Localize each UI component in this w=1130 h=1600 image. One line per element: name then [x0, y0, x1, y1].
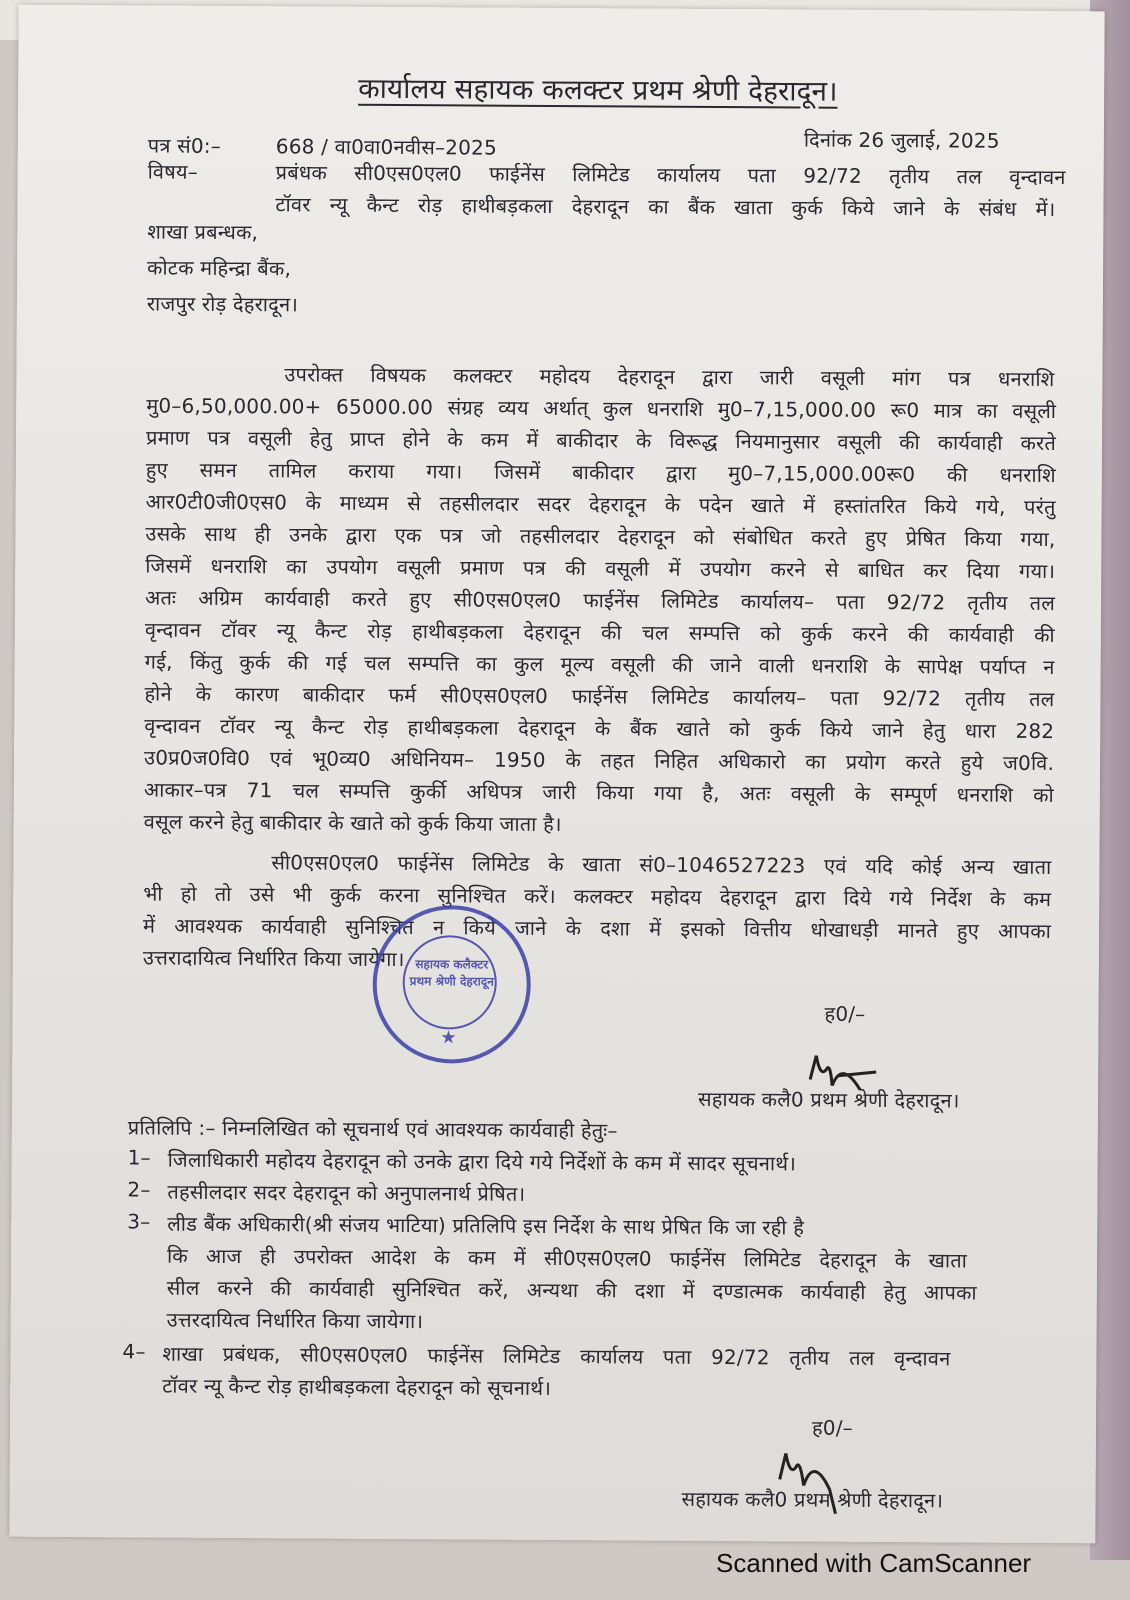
body-line: प्रमाण पत्र वसूली हेतु प्राप्त होने के कम में बाकीदार के विरूद्ध नियमानुसार वसूली की कार्यवाही करते — [145, 425, 1057, 456]
body-line: वृन्दावन टॉवर न्यू कैन्ट रोड़ हाथीबड़कला देहरादून के बैंक खाते को कुर्क किये जाने हेतु धारा 282 — [144, 713, 1055, 744]
cc-line: टॉवर न्यू कैन्ट रोड़ हाथीबड़कला देहरादून को सूचनार्थ। — [162, 1373, 552, 1400]
cc-line: जिलाधिकारी महोदय देहरादून को उनके द्वारा दिये गये निर्देशों के कम में सादर सूचनार्थ। — [167, 1147, 797, 1176]
body-line: उपरोक्त विषयक कलक्टर महोदय देहरादून द्वारा जारी वसूली मांग पत्र धनराशि — [284, 362, 1055, 392]
body-line: आर0टी0जी0एस0 के माध्यम से तहसीलदार सदर देहरादून के पदेन खाते में हस्तांतरित किये गये, परंतु — [145, 489, 1056, 520]
cc-number: 1– — [127, 1145, 151, 1170]
signature-short: ह0/– — [824, 1001, 866, 1026]
body2-line: भी हो तो उसे भी कुर्क करना सुनिश्चित करें। कलक्टर महोदय देहरादून द्वारा दिये गये निर्देश के कम — [143, 881, 1052, 912]
body-line: मु0–6,50,000.00+ 65000.00 संग्रह व्यय अर्थात् कुल धनराशि मु0–7,15,000.00 रू0 मात्र का वसूली — [146, 393, 1057, 424]
subject-line: टॉवर न्यू कैन्ट रोड़ हाथीबड़कला देहरादून का बैंक खाता कुर्क किये जाने के संबंध में। — [275, 192, 1056, 222]
body-line: अतः अग्रिम कार्यवाही करते हुए सी0एस0एल0 फाईनेंस लिमिटेड कार्यालय– पता 92/72 तृतीय तल — [144, 585, 1056, 616]
body2-line: सी0एस0एल0 फाईनेंस लिमिटेड के खाता सं0–1046527223 एवं यदि कोई अन्य खाता — [271, 850, 1052, 880]
official-stamp — [372, 905, 531, 1064]
cc-line: सील करने की कार्यवाही सुनिश्चित करें, अन्यथा की दशा में दण्डात्मक कार्यवाही हेतु आपका — [166, 1275, 977, 1305]
cc-number: 4– — [122, 1339, 146, 1364]
body-line: हुए समन तामिल कराया गया। जिसमें बाकीदार द्वारा मु0–7,15,000.00रू0 की धनराशि — [145, 457, 1056, 488]
addressee-line: शाखा प्रबन्धक, — [147, 219, 259, 245]
cc-number: 3– — [127, 1209, 151, 1234]
cc-line: तहसीलदार सदर देहरादून को अनुपालनार्थ प्रेषित। — [167, 1179, 526, 1206]
subject-line: प्रबंधक सी0एस0एल0 फाईनेंस लिमिटेड कार्यालय पता 92/72 तृतीय तल वृन्दावन — [275, 160, 1066, 190]
signatory-title: सहायक कलै0 प्रथम श्रेणी देहरादून। — [697, 1086, 960, 1113]
cc-line: कि आज ही उपरोक्त आदेश के कम में सी0एस0एल0 फाईनेंस लिमिटेड देहरादून के खाता — [166, 1243, 968, 1273]
document-page — [9, 5, 1104, 1544]
scanner-watermark: Scanned with CamScanner — [716, 1548, 1032, 1578]
cc-intro: प्रतिलिपि :– निम्नलिखित को सूचनार्थ एवं आवश्यक कार्यवाही हेतुः– — [127, 1115, 618, 1143]
addressee-line: राजपुर रोड़ देहरादून। — [146, 291, 299, 317]
body-line: आकार–पत्र 71 चल सम्पत्ति कुर्की अधिपत्र जारी किया गया है, अतः वसूली के सम्पूर्ण धनराशि को — [143, 777, 1054, 808]
body-line: जिसमें धनराशि का उपयोग वसूली प्रमाण पत्र की वसूली में उपयोग करने से बाधित कर दिया गया। — [145, 553, 1056, 584]
cc-line: लीड बैंक अधिकारी(श्री संजय भाटिया) प्रतिलिपि इस निर्देश के साथ प्रेषित कि जा रही है — [167, 1211, 805, 1240]
cc-line: उत्तरदायित्व निर्धारित किया जायेगा। — [166, 1307, 424, 1334]
body-line: वृन्दावन टॉवर न्यू कैन्ट रोड़ हाथीबड़कला देहरादून की चल सम्पत्ति को कुर्क करने की कार्यवाही की — [144, 617, 1055, 648]
body-line: वसूल करने हेतु बाकीदार के खाते को कुर्क किया जाता है। — [143, 809, 562, 837]
stamp-star-icon: ★ — [440, 1027, 457, 1049]
body2-line: उत्तरादायित्व निर्धारित किया जायेगा। — [142, 945, 405, 972]
stamp-text: सहायक कलैक्टर प्रथम श्रेणी देहरादून — [409, 957, 494, 989]
signature-short: ह0/– — [811, 1415, 853, 1440]
body-line: उ0प्र0ज0वि0 एवं भू0व्य0 अधिनियम– 1950 के तहत निहित अधिकारो का प्रयोग करते हुये ज0वि. — [144, 745, 1055, 776]
office-title: कार्यालय सहायक कलक्टर प्रथम श्रेणी देहरादून। — [358, 71, 838, 108]
body-line: उसके साथ ही उनके द्वारा एक पत्र जो तहसीलदार देहरादून को संबोधित करते हुए प्रेषित किया गया, — [145, 521, 1056, 552]
letter-date: दिनांक 26 जुलाई, 2025 — [803, 127, 1000, 153]
letter-no-label: पत्र सं0:– — [147, 133, 222, 158]
body-line: गई, किंतु कुर्क की गई चल सम्पत्ति का कुल मूल्य वसूली की जाने वाली धनराशि के सापेक्ष पर्याप्त न — [144, 649, 1055, 680]
cc-number: 2– — [127, 1177, 151, 1202]
body2-line: में आवश्यक कार्यवाही सुनिश्चित न किये जाने के दशा में इसको वित्तीय धोखाधड़ी मानते हुए आपका — [142, 913, 1052, 944]
subject-label: विषय– — [147, 159, 199, 184]
body-line: होने के कारण बाकीदार फर्म सी0एस0एल0 फाईनेंस लिमिटेड कार्यालय– पता 92/72 तृतीय तल — [144, 681, 1055, 712]
addressee-line: कोटक महिन्द्रा बैंक, — [147, 255, 292, 281]
signatory-title: सहायक कलै0 प्रथम श्रेणी देहरादून। — [681, 1486, 944, 1513]
cc-line: शाखा प्रबंधक, सी0एस0एल0 फाईनेंस लिमिटेड कार्यालय पता 92/72 तृतीय तल वृन्दावन — [162, 1341, 951, 1371]
letter-no: 668 / वा0वा0नवीस–2025 — [275, 134, 498, 160]
